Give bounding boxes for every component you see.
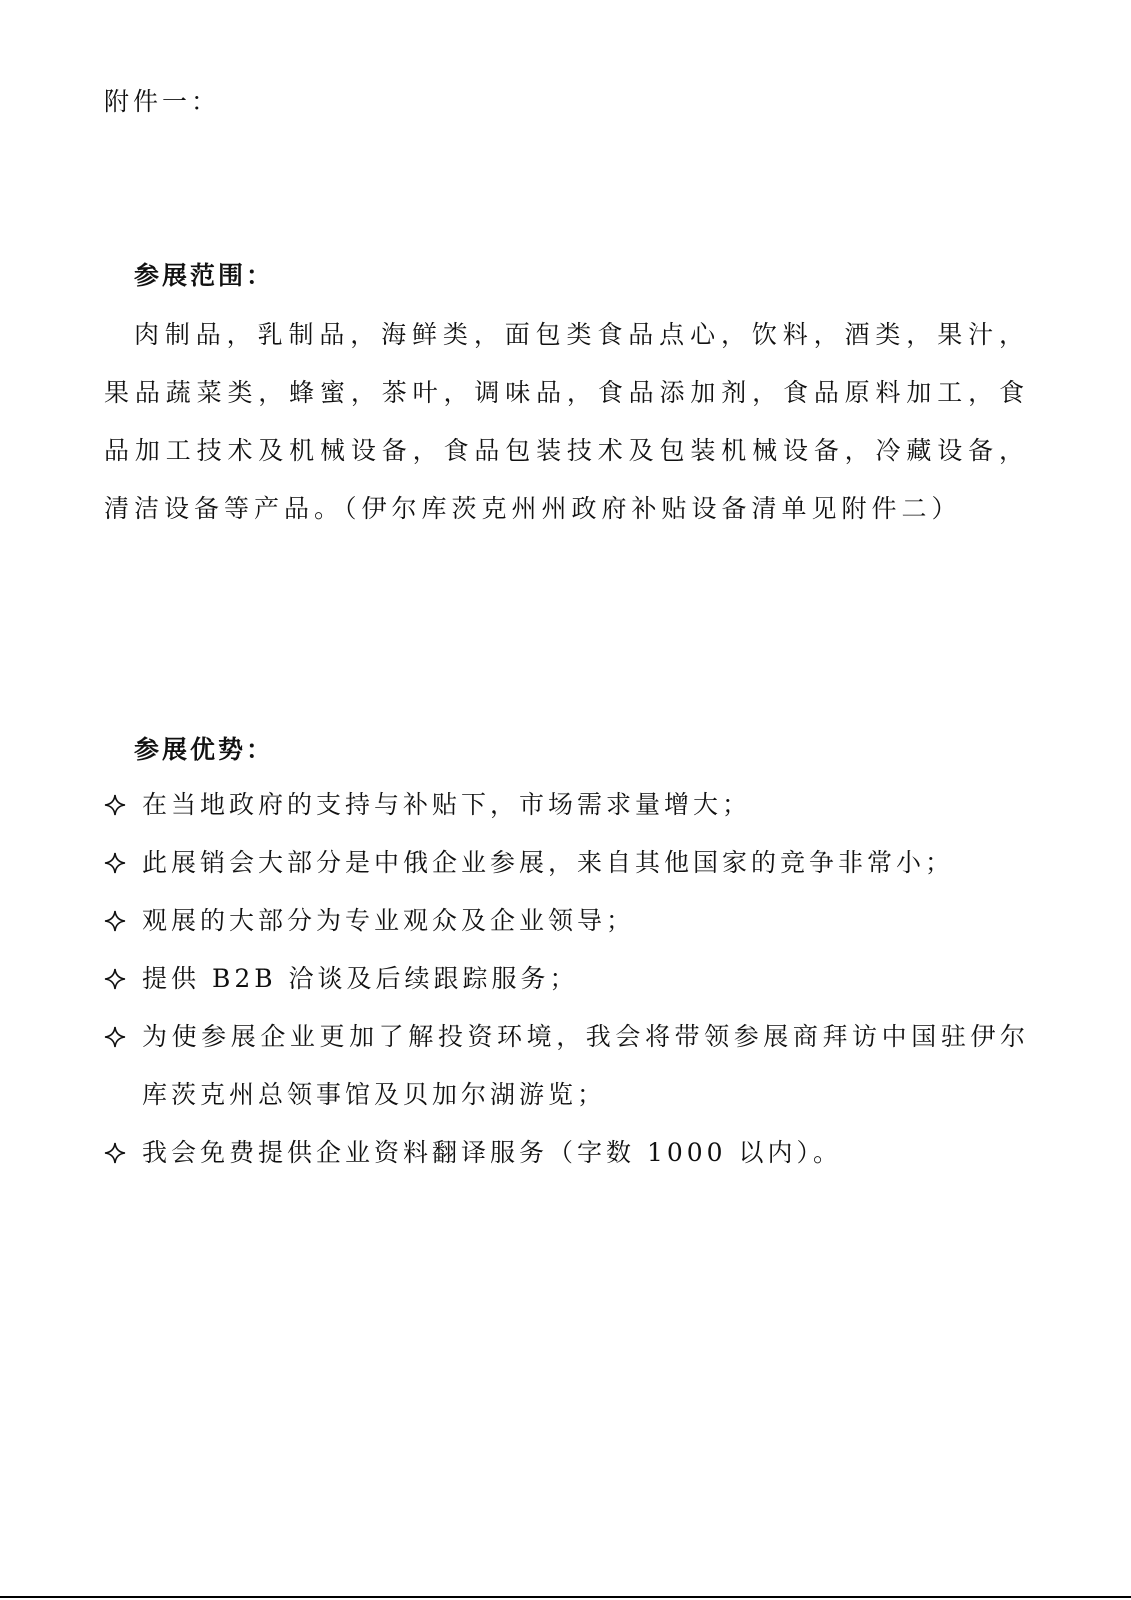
four-point-star-outline-icon (104, 950, 142, 1008)
advantage-item (104, 1124, 1029, 1182)
scope-paragraph: 肉制品，乳制品，海鲜类，面包类食品点心，饮料，酒类，果汁，果品蔬菜类，蜂蜜，茶叶，调味品，食品添加剂，食品原料加工，食品加工技术及机械设备，食品包装技术及包装机械设备，冷藏设备，清洁设备等产品。（伊尔库茨克州州政府补贴设备清单见附件二） (104, 320, 1029, 523)
four-point-star-outline-icon (104, 1124, 142, 1182)
advantages-heading: 参展优势： (134, 735, 275, 764)
four-point-star-outline-icon (104, 834, 142, 892)
page-bottom-rule (0, 1596, 1131, 1598)
advantage-item (104, 950, 1029, 1008)
four-point-star-outline-icon (104, 1008, 142, 1066)
advantage-text: 提供 B2B 洽谈及后续跟踪服务； (142, 964, 579, 993)
attachment-label: 附件一： (104, 87, 221, 116)
advantages-list (104, 776, 1029, 1182)
four-point-star-outline-icon (104, 776, 142, 834)
advantage-text: 在当地政府的支持与补贴下，市场需求量增大； (142, 790, 752, 819)
advantage-item (104, 892, 1029, 950)
advantage-text: 为使参展企业更加了解投资环境，我会将带领参展商拜访中国驻伊尔库茨克州总领事馆及贝加尔湖游览； (142, 1022, 1029, 1109)
advantage-item (104, 776, 1029, 834)
advantage-item (104, 834, 1029, 892)
scope-heading: 参展范围： (134, 261, 275, 290)
advantage-text: 此展销会大部分是中俄企业参展，来自其他国家的竞争非常小； (142, 848, 955, 877)
advantage-text: 观展的大部分为专业观众及企业领导； (142, 906, 636, 935)
four-point-star-outline-icon (104, 892, 142, 950)
advantage-text: 我会免费提供企业资料翻译服务（字数 1000 以内）。 (142, 1138, 843, 1167)
advantage-item (104, 1008, 1029, 1124)
